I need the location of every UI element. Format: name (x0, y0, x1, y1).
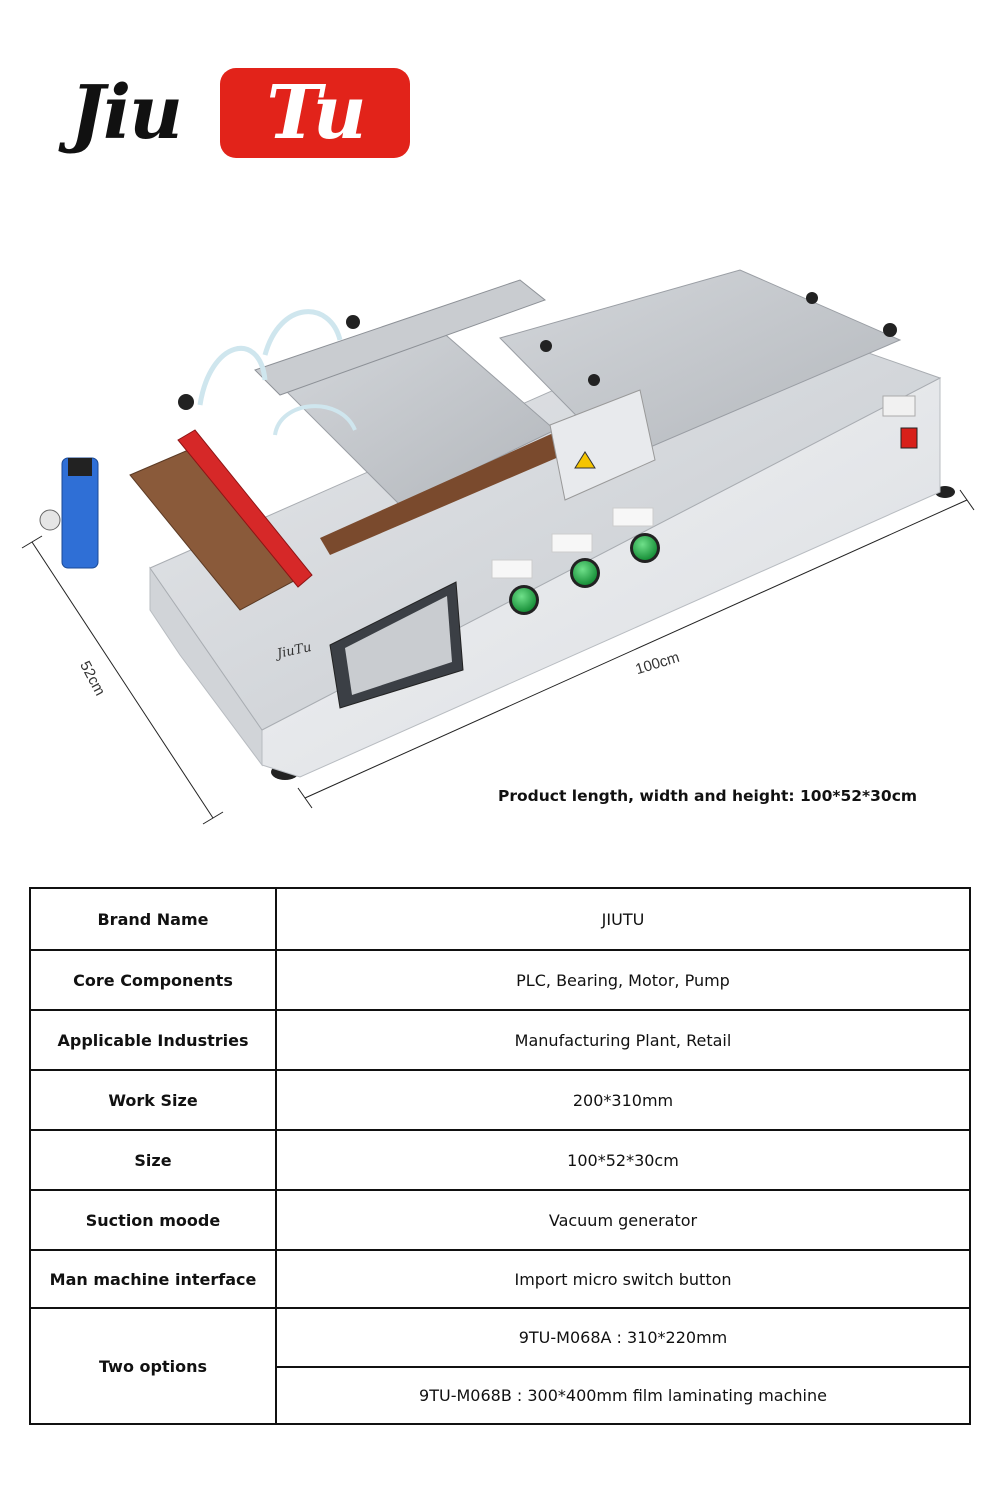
fitting-icon (883, 323, 897, 337)
machine-brand-mark: JiuTu (275, 640, 313, 662)
spec-label: Applicable Industries (30, 1010, 276, 1070)
table-row (30, 1250, 970, 1308)
product-image (0, 230, 1000, 830)
spec-label: Two options (30, 1308, 276, 1424)
laminating-machine-illustration (0, 230, 1000, 830)
spec-value: Import micro switch button (276, 1250, 970, 1308)
air-tube (200, 348, 265, 405)
green-start-button[interactable] (633, 536, 657, 560)
table-row (30, 1190, 970, 1250)
dimension-tick (298, 788, 312, 808)
logo-text-jiu: Jiu (70, 70, 181, 156)
fitting-icon (588, 374, 600, 386)
spec-value: 200*310mm (276, 1070, 970, 1130)
spec-label: Work Size (30, 1070, 276, 1130)
fitting-icon (806, 292, 818, 304)
regulator-knob (68, 458, 92, 476)
brand-logo (70, 68, 365, 168)
spec-value: 100*52*30cm (276, 1130, 970, 1190)
power-switch-label (883, 396, 915, 416)
spec-value: 9TU-M068A : 310*220mm (276, 1308, 970, 1367)
button-label-tag (492, 560, 532, 578)
table-row (30, 950, 970, 1010)
green-start-button[interactable] (512, 588, 536, 612)
button-label-tag (552, 534, 592, 552)
dimension-length-label: 100cm (633, 648, 682, 679)
power-switch[interactable] (901, 428, 917, 448)
fitting-icon (346, 315, 360, 329)
dimension-tick (203, 812, 223, 824)
spec-label: Man machine interface (30, 1250, 276, 1308)
spec-label: Core Components (30, 950, 276, 1010)
spec-label: Suction moode (30, 1190, 276, 1250)
spec-label: Brand Name (30, 888, 276, 950)
table-row (30, 1070, 970, 1130)
button-label-tag (613, 508, 653, 526)
dimension-tick (960, 490, 974, 510)
fitting-icon (540, 340, 552, 352)
spec-value: Manufacturing Plant, Retail (276, 1010, 970, 1070)
spec-value: Vacuum generator (276, 1190, 970, 1250)
pressure-gauge-icon (40, 510, 60, 530)
spec-label: Size (30, 1130, 276, 1190)
table-row (30, 1130, 970, 1190)
dimension-width-label: 52cm (76, 658, 109, 699)
spec-value: 9TU-M068B : 300*400mm film laminating machine (276, 1367, 970, 1424)
fitting-icon (178, 394, 194, 410)
table-row (30, 1010, 970, 1070)
dimension-tick (22, 536, 42, 548)
table-row (30, 1308, 970, 1367)
green-start-button[interactable] (573, 561, 597, 585)
spec-value: JIUTU (276, 888, 970, 950)
product-dimension-caption: Product length, width and height: 100*52*30cm (498, 787, 918, 805)
logo-text-tu: Tu (266, 70, 365, 156)
specifications-table (29, 887, 971, 1425)
table-row (30, 888, 970, 950)
spec-value: PLC, Bearing, Motor, Pump (276, 950, 970, 1010)
